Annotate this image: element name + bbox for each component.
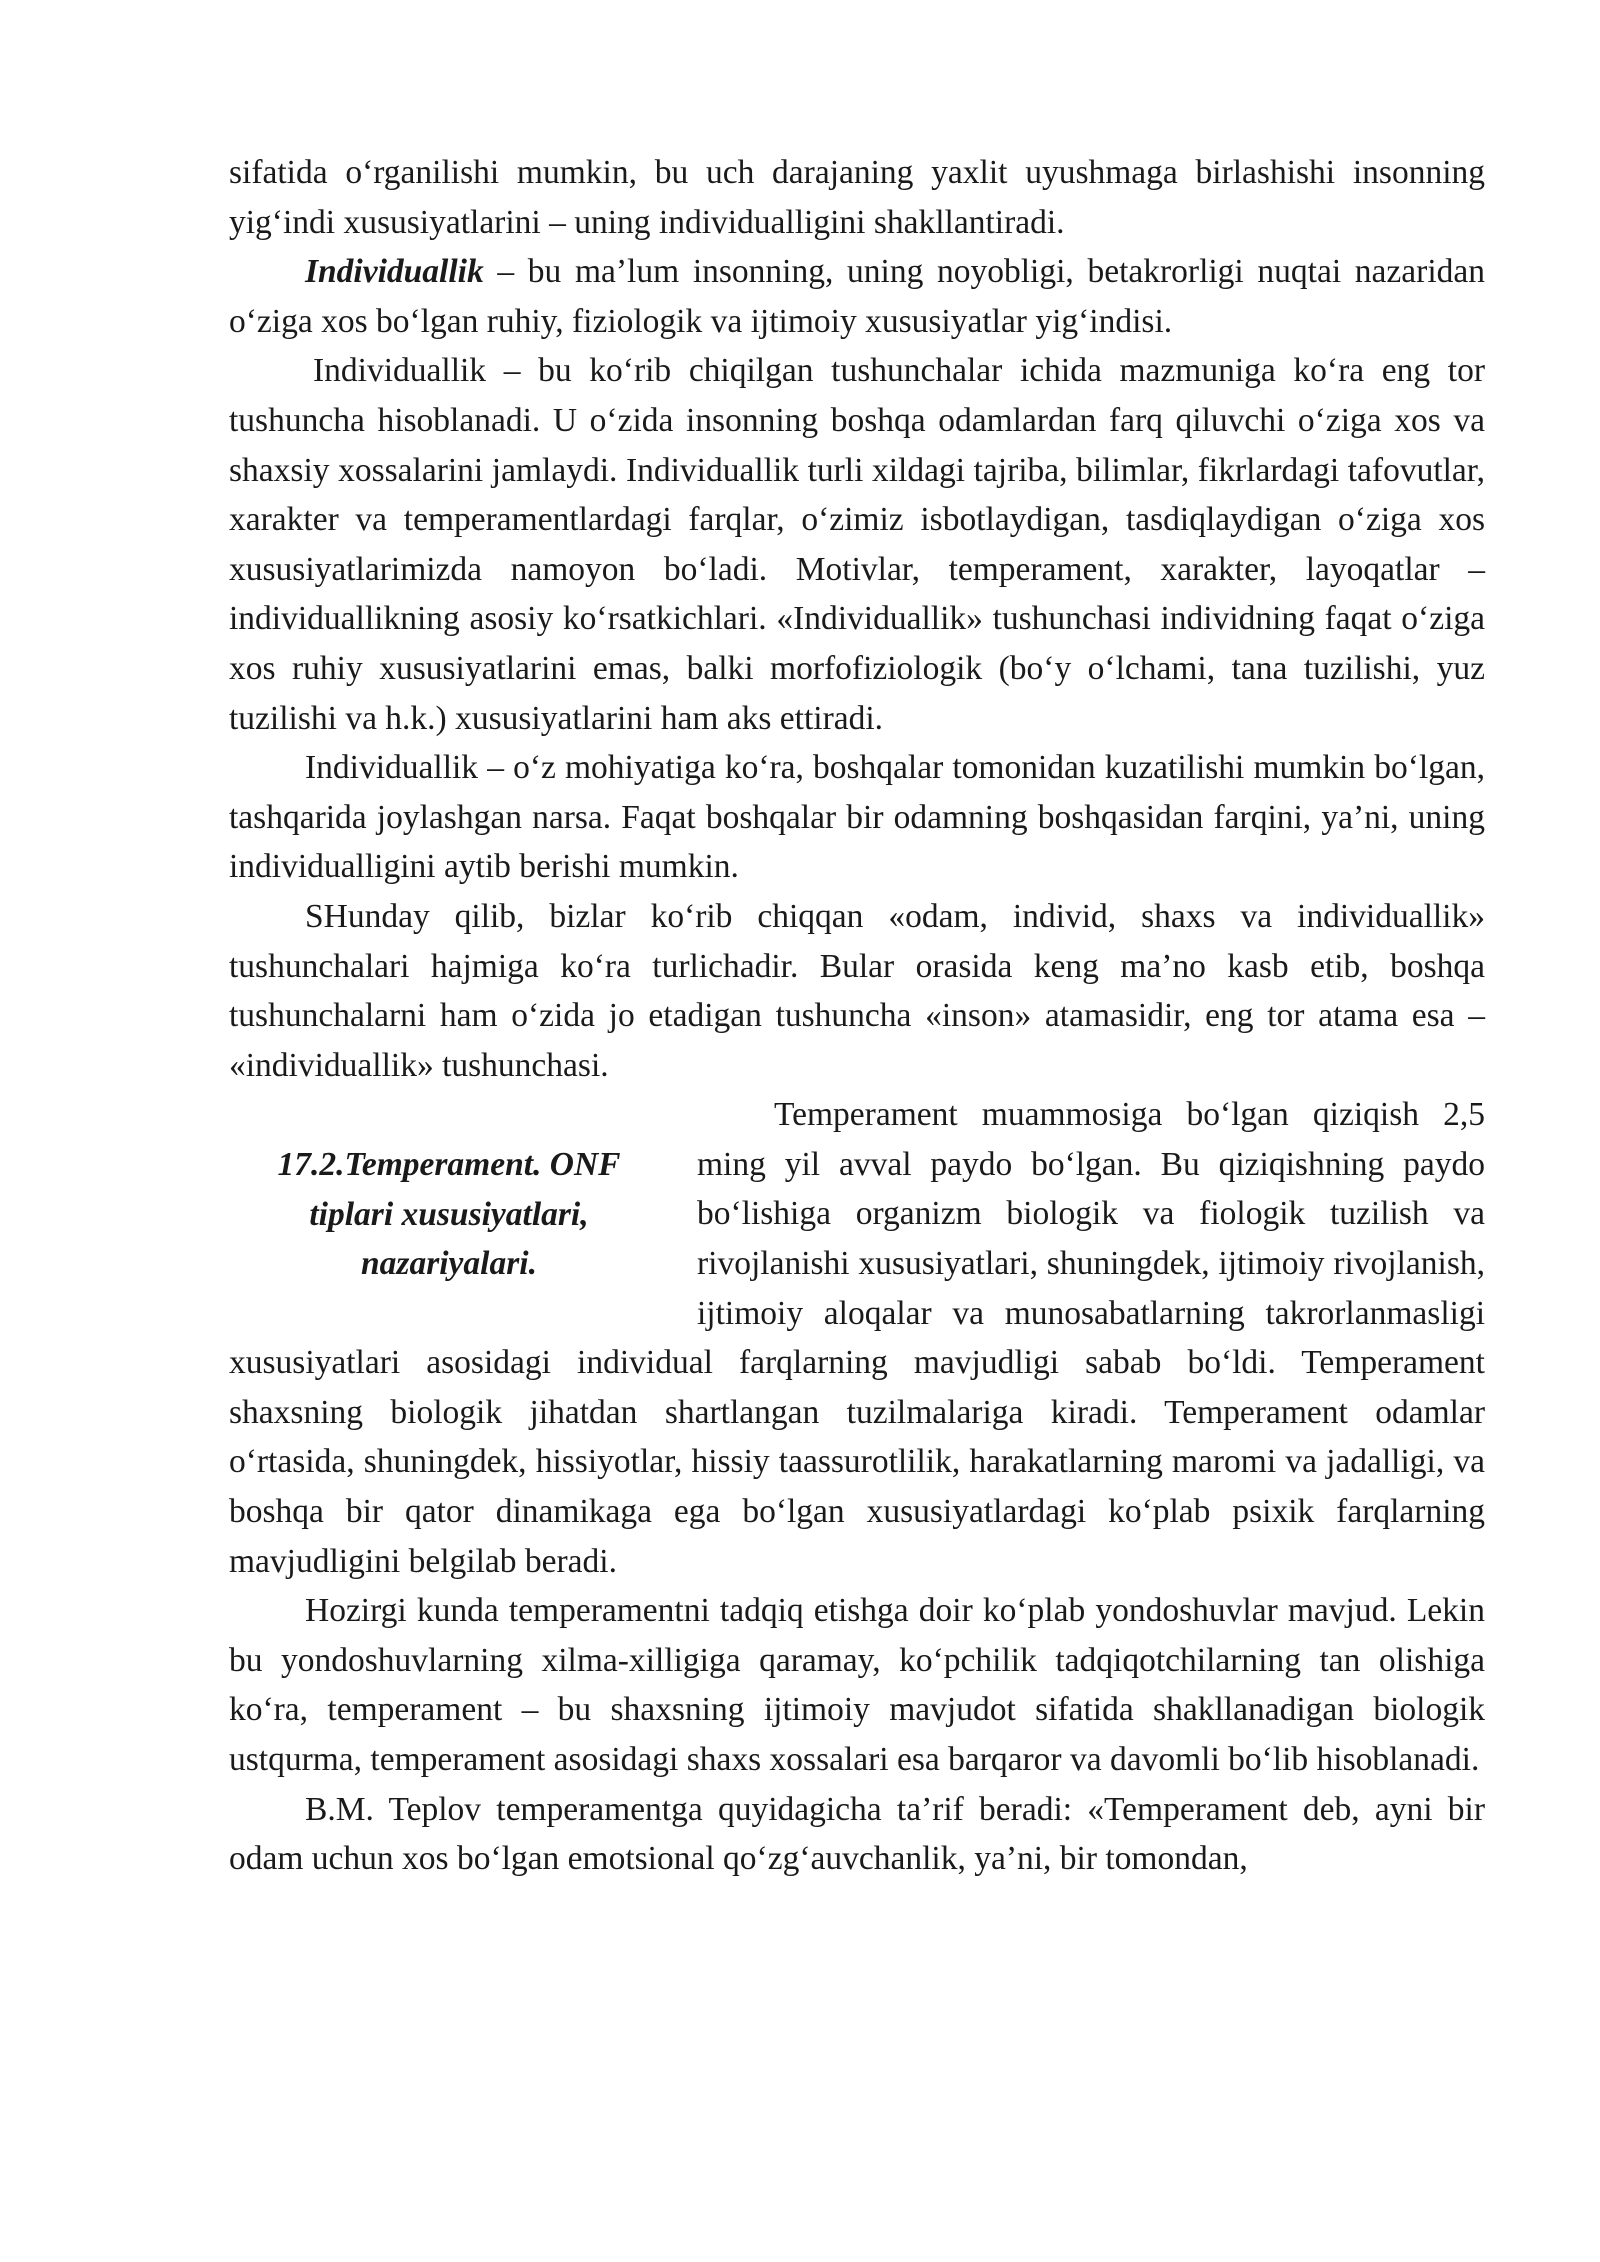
paragraph-continuation: sifatida o‘rganilishi mumkin, bu uch darajaning yaxlit uyushmaga birlashishi insonning yig‘indi xususiyatlarini – uning individualligini shakllantiradi. — [229, 154, 1485, 241]
section-heading — [229, 1140, 669, 1289]
paragraph-temperament-approaches: Hozirgi kunda temperamentni tadqiq etishga doir ko‘plab yondoshuvlar mavjud. Lekin bu yondoshuvlarning xilma-xilligiga qaramay, ko‘pchilik tadqiqotchilarning tan olishiga ko‘ra, temperament – bu shaxsning ijtimoiy mavjudot sifatida shakllanadigan biologik ustqurma, temperament asosidagi shaxs xossalari esa barqaror va davomli bo‘lib hisoblanadi. — [229, 1592, 1485, 1778]
section-heading-line: 17.2.Temperament. ONF — [277, 1146, 621, 1184]
paragraph-concepts-summary: SHunday qilib, bizlar ko‘rib chiqqan «odam, individ, shaxs va individuallik» tushunchalari hajmiga ko‘ra turlichadir. Bular orasida keng ma’no kasb etib, boshqa tushunchalarni ham o‘zida jo etadigan tushuncha «inson» atamasidir, eng tor atama esa – «individuallik» tushunchasi. — [229, 897, 1485, 1084]
definition-text: – bu ma’lum insonning, uning noyobligi, betakrorligi nuqtai nazaridan o‘ziga xos bo‘lgan ruhiy, fiziologik va ijtimoiy xususiyatlar yig‘indisi. — [229, 253, 1485, 340]
paragraph-individuality-scope: Individuallik – bu ko‘rib chiqilgan tushunchalar ichida mazmuniga ko‘ra eng tor tushuncha hisoblanadi. U o‘zida insonning boshqa odamlardan farq qiluvchi o‘ziga xos va shaxsiy xossalarini jamlaydi. Individuallik turli xildagi tajriba, bilimlar, fikrlardagi tafovutlar, xarakter va temperamentlardagi farqlar, o‘zimiz isbotlaydigan, tasdiqlaydigan o‘ziga xos xususiyatlarimizda namoyon bo‘ladi. Motivlar, temperament, xarakter, layoqatlar – individuallikning asosiy ko‘rsatkichlari. «Individuallik» tushunchasi individning faqat o‘ziga xos ruhiy xususiyatlarini emas, balki morfofiziologik (bo‘y o‘lchami, tana tuzilishi, yuz tuzilishi va h.k.) xususiyatlarini ham aks ettiradi. — [229, 352, 1485, 737]
section-heading-line: nazariyalari. — [361, 1245, 537, 1283]
defined-term: Individuallik — [305, 253, 484, 291]
paragraph-individuality-observable: Individuallik – o‘z mohiyatiga ko‘ra, boshqalar tomonidan kuzatilishi mumkin bo‘lgan, tashqarida joylashgan narsa. Faqat boshqalar bir odamning boshqasidan farqini, ya’ni, uning individualligini aytib berishi mumkin. — [229, 749, 1485, 886]
section-heading-line: tiplari xususiyatlari, — [309, 1195, 589, 1233]
document-page — [229, 148, 1485, 1884]
paragraph-individuality-definition — [229, 247, 1485, 346]
paragraph-teplov-definition: B.M. Teplov temperamentga quyidagicha ta’rif beradi: «Temperament deb, ayni bir odam uchun xos bo‘lgan emotsional qo‘zg‘auvchanlik, ya’ni, bir tomondan, — [229, 1790, 1485, 1878]
paragraph-temperament-origin: Temperament muammosiga bo‘lgan qiziqish 2,5 ming yil avval paydo bo‘lgan. Bu qiziqishning paydo bo‘lishiga organizm biologik va fiologik tuzilish va rivojlanishi xususiyatlari, shuningdek, ijtimoiy rivojlanish, ijtimoiy aloqalar va munosabatlarning takrorlanmasligi xususiyatlari asosidagi individual farqlarning mavjudligi sabab bo‘ldi. Temperament shaxsning biologik jihatdan shartlangan tuzilmalariga kiradi. Temperament odamlar o‘rtasida, shuningdek, hissiyotlar, hissiy taassurotlilik, harakatlarning maromi va jadalligi, va boshqa bir qator dinamikaga ega bo‘lgan xususiyatlardagi ko‘plab psixik farqlarning mavjudligini belgilab beradi. — [229, 1096, 1485, 1580]
